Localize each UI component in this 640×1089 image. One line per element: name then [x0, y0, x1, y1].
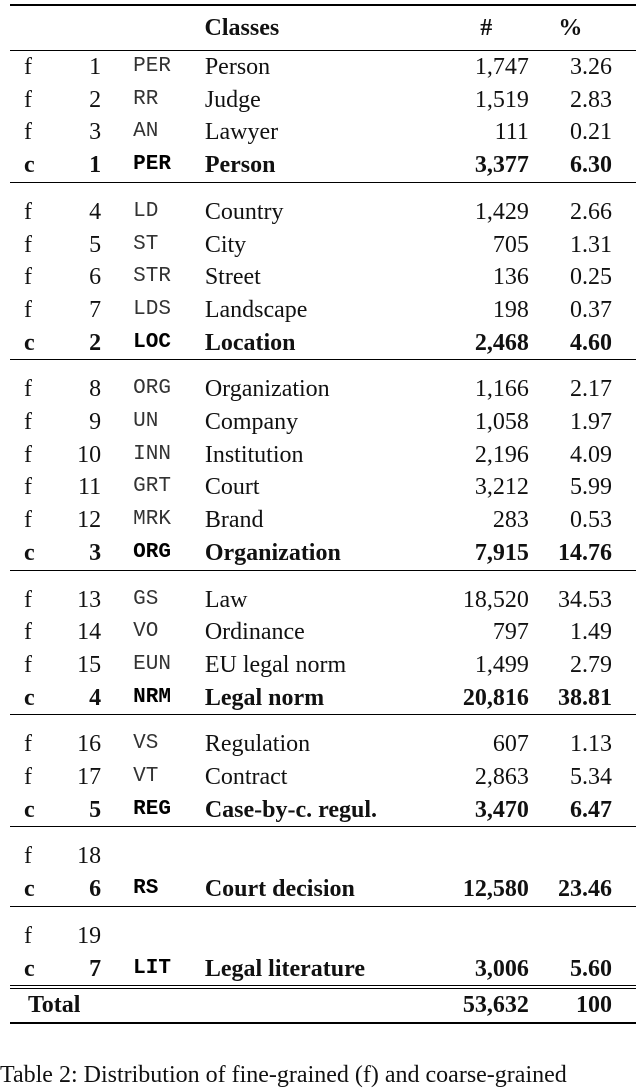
name-cell: Company	[204, 409, 299, 436]
level-cell: f	[10, 360, 57, 406]
abbr-cell: ORG	[101, 360, 205, 406]
abbr-cell: UN	[133, 410, 159, 434]
name-cell: Court decision	[204, 876, 355, 903]
abbr-cell	[101, 827, 205, 873]
coarse-class-row	[10, 794, 636, 827]
percent-cell: 14.76	[558, 539, 612, 566]
count-cell: 198	[492, 296, 529, 323]
id-cell: 15	[77, 651, 102, 678]
abbr-cell: PER	[133, 153, 171, 177]
count-cell: 136	[492, 264, 529, 291]
id-cell: 2	[89, 329, 102, 356]
level-cell: c	[24, 539, 35, 566]
fine-class-row	[10, 360, 636, 406]
fine-class-row	[10, 504, 636, 537]
percent-cell: 1.49	[570, 619, 612, 646]
count-cell: 12,580	[462, 876, 529, 903]
count-cell: 18,520	[414, 570, 529, 616]
level-cell: f	[24, 86, 32, 113]
id-cell: 14	[77, 619, 102, 646]
level-cell: f	[24, 474, 32, 501]
name-cell: Location	[204, 329, 296, 356]
level-cell: f	[24, 119, 32, 146]
count-cell: 1,429	[414, 182, 529, 228]
name-cell: Street	[204, 264, 261, 291]
count-cell: 3,212	[474, 474, 529, 501]
total-label: Total	[10, 987, 414, 1023]
abbr-cell: RR	[133, 87, 159, 111]
abbr-cell: VO	[133, 620, 159, 644]
table-caption: Table 2: Distribution of fine-grained (f) and coarse-grained	[0, 1062, 567, 1088]
name-cell: Judge	[204, 86, 261, 113]
name-cell: City	[204, 231, 247, 258]
fine-class-row	[10, 570, 636, 616]
id-cell: 3	[89, 539, 102, 566]
header-percent: %	[529, 5, 636, 51]
count-cell: 2,863	[474, 764, 529, 791]
count-cell: 7,915	[474, 539, 529, 566]
abbr-cell: EUN	[133, 652, 171, 676]
id-cell: 18	[57, 827, 101, 873]
coarse-class-row	[10, 327, 636, 360]
fine-class-row	[10, 649, 636, 682]
count-cell: 1,747	[474, 54, 529, 80]
name-cell: Country	[205, 182, 414, 228]
header-row	[10, 5, 636, 51]
abbr-cell: MRK	[133, 508, 171, 532]
level-cell: c	[24, 796, 35, 823]
count-cell	[414, 906, 529, 952]
count-cell: 2,196	[474, 441, 529, 468]
fine-class-row	[10, 761, 636, 794]
id-cell: 5	[89, 231, 102, 258]
count-cell: 1,499	[474, 651, 529, 678]
abbr-cell: LIT	[133, 956, 171, 980]
level-cell: f	[24, 651, 32, 678]
percent-cell: 2.79	[570, 651, 612, 678]
fine-class-row	[10, 439, 636, 472]
id-cell: 11	[78, 474, 102, 501]
level-cell: f	[24, 441, 32, 468]
name-cell: Regulation	[205, 715, 414, 761]
count-cell: 3,377	[474, 152, 529, 179]
level-cell: f	[24, 54, 32, 80]
name-cell: Lawyer	[204, 119, 279, 146]
id-cell: 2	[89, 86, 102, 113]
level-cell: f	[24, 507, 32, 534]
abbr-cell: REG	[133, 797, 171, 821]
fine-class-row	[10, 827, 636, 873]
level-cell: f	[10, 906, 57, 952]
id-cell: 8	[57, 360, 101, 406]
id-cell: 10	[77, 441, 102, 468]
abbr-cell: PER	[133, 55, 171, 78]
percent-cell: 1.31	[570, 231, 612, 258]
count-cell: 797	[492, 619, 529, 646]
count-cell: 1,519	[474, 86, 529, 113]
percent-cell: 2.83	[570, 86, 612, 113]
name-cell: Brand	[204, 507, 264, 534]
coarse-class-row	[10, 682, 636, 715]
level-cell: f	[24, 231, 32, 258]
percent-cell: 0.53	[570, 507, 612, 534]
coarse-class-row	[10, 953, 636, 988]
fine-class-row	[10, 406, 636, 439]
id-cell: 1	[89, 54, 102, 80]
abbr-cell: VT	[133, 765, 159, 789]
percent-cell: 4.60	[570, 329, 612, 356]
coarse-class-row	[10, 537, 636, 570]
percent-cell: 0.25	[570, 264, 612, 291]
percent-cell: 0.21	[570, 119, 612, 146]
id-cell: 3	[89, 119, 102, 146]
count-cell: 705	[492, 231, 529, 258]
id-cell: 7	[89, 955, 102, 982]
total-row	[10, 987, 636, 1023]
percent-cell	[529, 906, 636, 952]
count-cell	[414, 827, 529, 873]
percent-cell: 1.97	[570, 409, 612, 436]
percent-cell: 3.26	[570, 54, 612, 80]
abbr-cell: NRM	[133, 685, 171, 709]
abbr-cell: GRT	[133, 475, 171, 499]
level-cell: f	[10, 182, 57, 228]
level-cell: c	[24, 152, 35, 179]
percent-cell: 2.66	[529, 182, 636, 228]
fine-class-row	[10, 229, 636, 262]
level-cell: f	[24, 296, 32, 323]
count-cell: 1,058	[474, 409, 529, 436]
name-cell: Law	[205, 570, 414, 616]
level-cell: c	[24, 876, 35, 903]
coarse-class-row	[10, 149, 636, 182]
percent-cell: 5.99	[570, 474, 612, 501]
level-cell: f	[10, 827, 57, 873]
id-cell: 6	[89, 264, 102, 291]
name-cell	[205, 827, 414, 873]
level-cell: f	[24, 264, 32, 291]
name-cell: Ordinance	[204, 619, 305, 646]
class-distribution-table	[10, 4, 636, 1024]
id-cell: 4	[57, 182, 101, 228]
percent-cell: 1.13	[529, 715, 636, 761]
name-cell: Legal literature	[204, 955, 365, 982]
id-cell: 13	[57, 570, 101, 616]
name-cell: Contract	[204, 764, 288, 791]
level-cell: c	[24, 955, 35, 982]
abbr-cell: LDS	[133, 297, 171, 321]
id-cell: 6	[89, 876, 102, 903]
count-cell: 1,166	[414, 360, 529, 406]
count-cell: 111	[494, 119, 529, 146]
name-cell: Organization	[204, 539, 341, 566]
fine-class-row	[10, 906, 636, 952]
header-count: #	[414, 5, 529, 51]
name-cell: Institution	[204, 441, 304, 468]
id-cell: 12	[77, 507, 102, 534]
name-cell: Case-by-c. regul.	[204, 796, 378, 823]
count-cell: 607	[414, 715, 529, 761]
count-cell: 3,006	[474, 955, 529, 982]
name-cell: Landscape	[204, 296, 308, 323]
name-cell: EU legal norm	[204, 651, 347, 678]
total-percent: 100	[529, 987, 636, 1023]
abbr-cell: AN	[133, 120, 159, 144]
percent-cell: 5.34	[570, 764, 612, 791]
abbr-cell: INN	[133, 442, 171, 466]
total-count: 53,632	[414, 987, 529, 1023]
abbr-cell: VS	[101, 715, 205, 761]
abbr-cell: LOC	[133, 330, 171, 354]
percent-cell: 4.09	[570, 441, 612, 468]
level-cell: f	[10, 570, 57, 616]
name-cell: Court	[204, 474, 260, 501]
count-cell: 2,468	[474, 329, 529, 356]
percent-cell: 6.30	[570, 152, 612, 179]
abbr-cell: RS	[133, 877, 159, 901]
table-body	[10, 51, 636, 988]
id-cell: 4	[89, 684, 102, 711]
abbr-cell: ORG	[133, 540, 171, 564]
fine-class-row	[10, 84, 636, 117]
level-cell: f	[24, 619, 32, 646]
percent-cell: 0.37	[570, 296, 612, 323]
abbr-cell: GS	[101, 570, 205, 616]
abbr-cell: STR	[133, 265, 171, 289]
level-cell: c	[24, 684, 35, 711]
count-cell: 283	[492, 507, 529, 534]
id-cell: 5	[89, 796, 102, 823]
level-cell: c	[24, 329, 35, 356]
percent-cell: 5.60	[570, 955, 612, 982]
level-cell: f	[10, 715, 57, 761]
name-cell	[205, 906, 414, 952]
count-cell: 20,816	[462, 684, 529, 711]
fine-class-row	[10, 471, 636, 504]
id-cell: 16	[57, 715, 101, 761]
fine-class-row	[10, 51, 636, 84]
fine-class-row	[10, 715, 636, 761]
fine-class-row	[10, 616, 636, 649]
percent-cell	[529, 827, 636, 873]
abbr-cell	[101, 906, 205, 952]
name-cell: Organization	[205, 360, 414, 406]
id-cell: 1	[89, 152, 102, 179]
fine-class-row	[10, 182, 636, 228]
level-cell: f	[24, 409, 32, 436]
id-cell: 7	[89, 296, 102, 323]
id-cell: 19	[57, 906, 101, 952]
percent-cell: 38.81	[558, 684, 612, 711]
fine-class-row	[10, 116, 636, 149]
level-cell: f	[24, 764, 32, 791]
percent-cell: 23.46	[558, 876, 612, 903]
percent-cell: 2.17	[529, 360, 636, 406]
name-cell: Legal norm	[204, 684, 325, 711]
coarse-class-row	[10, 873, 636, 906]
name-cell: Person	[204, 54, 271, 80]
name-cell: Person	[204, 152, 276, 179]
abbr-cell: ST	[133, 232, 159, 256]
id-cell: 17	[77, 764, 102, 791]
abbr-cell: LD	[101, 182, 205, 228]
header-classes: Classes	[10, 5, 414, 51]
id-cell: 9	[89, 409, 102, 436]
fine-class-row	[10, 294, 636, 327]
fine-class-row	[10, 261, 636, 294]
percent-cell: 6.47	[570, 796, 612, 823]
percent-cell: 34.53	[529, 570, 636, 616]
count-cell: 3,470	[474, 796, 529, 823]
